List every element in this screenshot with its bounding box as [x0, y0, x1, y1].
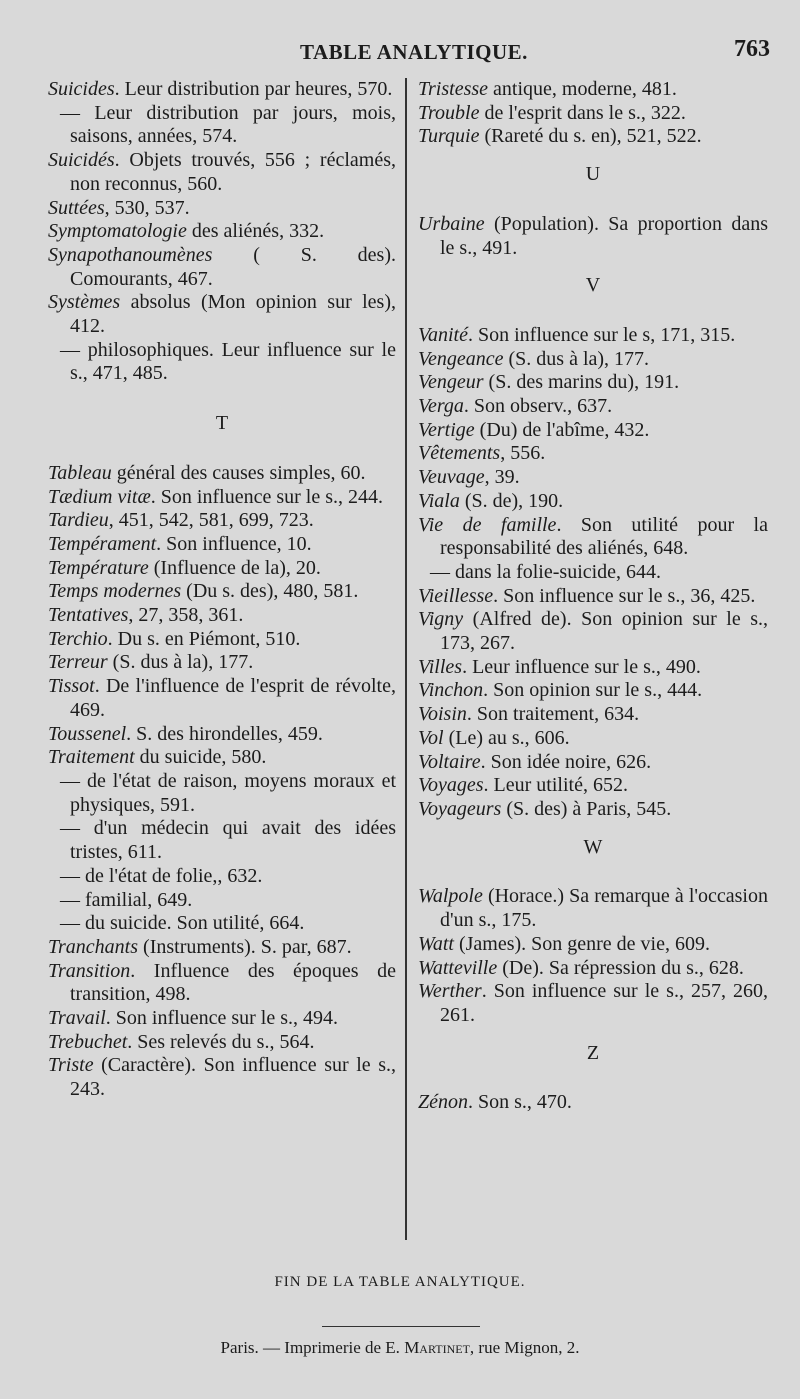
index-entry-tentatives: Tentatives, 27, 358, 361. — [48, 604, 244, 627]
index-entry-synapothanoumenes: Synapothanoumènes ( S. des). Comourants, 467. — [48, 243, 396, 290]
index-entry-voyages: Voyages. Leur utilité, 652. — [418, 774, 628, 797]
index-subentry-traitement-raison: — de l'état de raison, moyens moraux et physiques, 591. — [60, 769, 396, 816]
footer-rule — [322, 1326, 480, 1327]
index-entry-traitement: Traitement du suicide, 580. — [48, 746, 267, 769]
index-entry-terreur: Terreur (S. dus à la), 177. — [48, 651, 254, 674]
index-entry-tissot: Tissot. De l'influence de l'esprit de révolte, 469. — [48, 675, 396, 721]
index-entry-vengeur: Vengeur (S. des marins du), 191. — [418, 371, 680, 394]
section-letter-z: Z — [586, 1041, 600, 1064]
index-entry-travail: Travail. Son influence sur le s., 494. — [48, 1007, 338, 1030]
index-entry-vanite: Vanité. Son influence sur le s, 171, 315. — [418, 323, 736, 346]
index-entry-suicides-objets: Suicidés. Objets trouvés, 556 ; réclamés, non reconnus, 560. — [48, 149, 396, 195]
index-entry-trouble: Trouble de l'esprit dans le s., 322. — [418, 101, 686, 124]
index-entry-systemes: Systèmes absolus (Mon opinion sur les), 412. — [48, 291, 396, 338]
index-entry-temperament: Tempérament. Son influence, 10. — [48, 532, 312, 555]
index-entry-trebuchet: Trebuchet. Ses relevés du s., 564. — [48, 1030, 315, 1053]
index-entry-tardieu: Tardieu, 451, 542, 581, 699, 723. — [48, 509, 314, 532]
index-entry-temps-modernes: Temps modernes (Du s. des), 480, 581. — [48, 580, 359, 603]
index-entry-veuvage: Veuvage, 39. — [418, 466, 520, 489]
index-entry-tableau: Tableau général des causes simples, 60. — [48, 461, 366, 484]
index-entry-walpole: Walpole (Horace.) Sa remarque à l'occasion d'un s., 175. — [418, 885, 768, 932]
index-entry-villes: Villes. Leur influence sur le s., 490. — [418, 655, 701, 678]
index-subentry-traitement-medecin: — d'un médecin qui avait des idées tristes, 611. — [60, 817, 396, 864]
page-number: 763 — [734, 36, 770, 62]
index-entry-turquie: Turquie (Rareté du s. en), 521, 522. — [418, 125, 702, 148]
index-entry-temperature: Température (Influence de la), 20. — [48, 556, 321, 579]
index-entry-tristesse: Tristesse antique, moderne, 481. — [418, 78, 677, 100]
index-entry-zenon: Zénon. Son s., 470. — [418, 1091, 572, 1114]
index-subentry-traitement-familial: — familial, 649. — [60, 888, 193, 911]
end-of-index-note: FIN DE LA TABLE ANALYTIQUE. — [274, 1274, 526, 1290]
index-entry-vetements: Vêtements, 556. — [418, 442, 546, 465]
index-entry-watt: Watt (James). Son genre de vie, 609. — [418, 932, 710, 955]
index-entry-voltaire: Voltaire. Son idée noire, 626. — [418, 750, 652, 773]
running-header: TABLE ANALYTIQUE. — [300, 40, 528, 64]
index-entry-suttees: Suttées, 530, 537. — [48, 196, 190, 219]
index-entry-vertige: Vertige (Du) de l'abîme, 432. — [418, 418, 650, 441]
index-subentry-suicides-jours: — Leur distribution par jours, mois, saisons, années, 574. — [60, 101, 396, 148]
index-entry-taedium: Tædium vitæ. Son influence sur le s., 244. — [48, 485, 383, 508]
index-entry-voyageurs: Voyageurs (S. des) à Paris, 545. — [418, 797, 672, 820]
printer-imprint: Paris. — Imprimerie de E. Martinet, rue Mignon, 2. — [220, 1338, 580, 1357]
section-letter-t: T — [215, 412, 229, 435]
index-entry-urbaine: Urbaine (Population). Sa proportion dans le s., 491. — [418, 212, 768, 259]
column-divider — [405, 78, 407, 1240]
index-entry-vieillesse: Vieillesse. Son influence sur le s., 36, 425. — [418, 584, 756, 607]
index-entry-verga: Verga. Son observ., 637. — [418, 395, 613, 418]
index-subentry-vie-folie-suicide: — dans la folie-suicide, 644. — [430, 560, 662, 583]
left-column — [48, 78, 396, 1102]
index-entry-tranchants: Tranchants (Instruments). S. par, 687. — [48, 935, 352, 958]
right-column — [418, 78, 768, 1115]
section-letter-v: V — [585, 274, 601, 297]
index-entry-suicides: Suicides. Leur distribution par heures, 570. — [48, 78, 393, 100]
index-entry-toussenel: Toussenel. S. des hirondelles, 459. — [48, 722, 323, 745]
index-entry-voisin: Voisin. Son traitement, 634. — [418, 703, 640, 726]
index-entry-vengeance: Vengeance (S. dus à la), 177. — [418, 347, 650, 370]
index-entry-vinchon: Vinchon. Son opinion sur le s., 444. — [418, 679, 703, 702]
index-entry-transition: Transition. Influence des époques de transition, 498. — [48, 959, 396, 1006]
index-subentry-systemes-philosophiques: — philosophiques. Leur influence sur le s., 471, 485. — [60, 338, 396, 385]
index-subentry-traitement-folie: — de l'état de folie,, 632. — [60, 864, 263, 887]
index-entry-symptomatologie: Symptomatologie des aliénés, 332. — [48, 220, 325, 243]
index-entry-viala: Viala (S. de), 190. — [418, 489, 564, 512]
index-entry-triste: Triste (Caractère). Son influence sur le s., 243. — [48, 1054, 396, 1101]
index-entry-vigny: Vigny (Alfred de). Son opinion sur le s., 173, 267. — [418, 608, 768, 655]
index-entry-watteville: Watteville (De). Sa répression du s., 628. — [418, 956, 744, 979]
index-entry-terchio: Terchio. Du s. en Piémont, 510. — [48, 627, 301, 650]
index-entry-vol: Vol (Le) au s., 606. — [418, 726, 570, 749]
index-entry-vie-de-famille: Vie de famille. Son utilité pour la responsabilité des aliénés, 648. — [418, 513, 768, 560]
index-entry-werther: Werther. Son influence sur le s., 257, 260, 261. — [418, 980, 768, 1026]
index-subentry-traitement-suicide: — du suicide. Son utilité, 664. — [60, 912, 305, 935]
section-letter-w: W — [583, 835, 603, 858]
section-letter-u: U — [585, 163, 601, 186]
printer-name: Martinet — [404, 1338, 470, 1357]
